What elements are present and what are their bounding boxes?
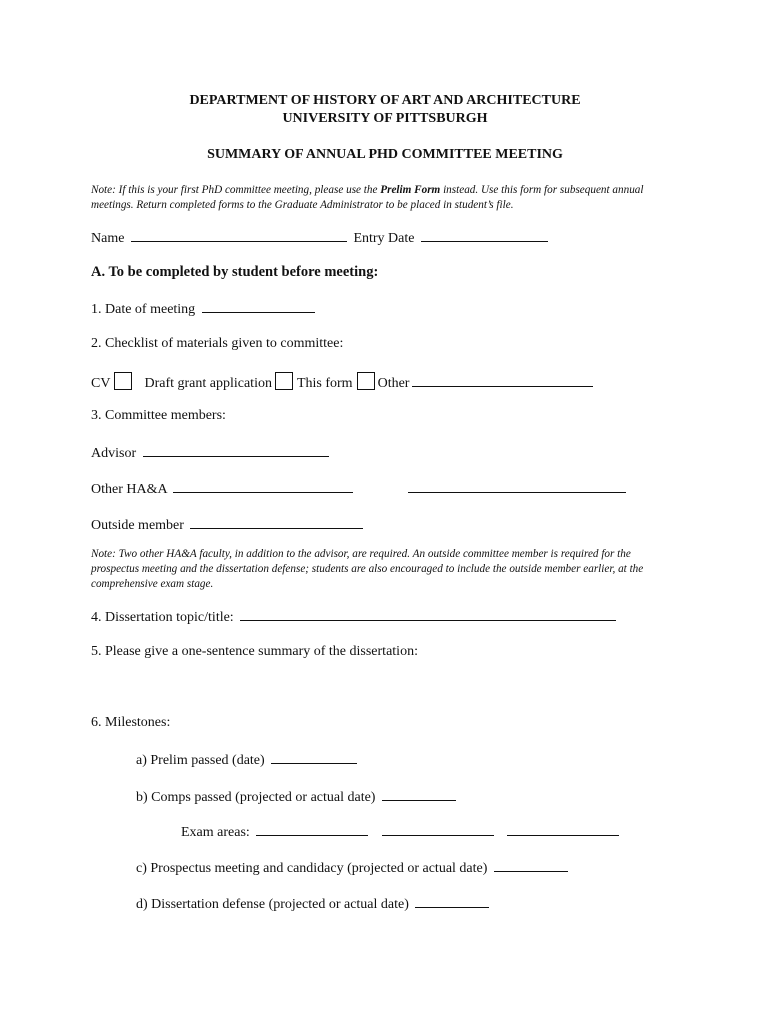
cv-label: CV [91,376,111,391]
defense-label: d) Dissertation defense (projected or actual date) [136,897,409,912]
exam-area-field-3[interactable] [507,823,619,836]
dissertation-topic-label: 4. Dissertation topic/title: [91,610,234,625]
other-haa-row [91,480,353,498]
advisor-label: Advisor [91,446,137,461]
other-haa-second [408,480,626,498]
date-of-meeting-field[interactable] [202,300,315,313]
prospectus-date-field[interactable] [494,859,568,872]
exam-area-field-2[interactable] [382,823,494,836]
prelim-date-field[interactable] [271,751,357,764]
cv-checkbox[interactable] [114,372,132,390]
outside-member-label: Outside member [91,518,184,533]
name-field[interactable] [131,229,347,242]
other-haa-field-1[interactable] [173,480,353,493]
prospectus-label: c) Prospectus meeting and candidacy (projected or actual date) [136,861,488,876]
other-materials-field[interactable] [412,374,593,387]
outside-member-row [91,516,363,534]
dissertation-summary-label: 5. Please give a one-sentence summary of the dissertation: [91,644,418,659]
checklist-row [91,372,593,392]
this-form-label: This form [296,376,353,391]
dissertation-topic-field[interactable] [240,608,616,621]
prelim-row [136,751,357,769]
dissertation-summary-area[interactable] [91,664,631,708]
milestones-label: 6. Milestones: [91,715,171,730]
comps-date-field[interactable] [382,788,456,801]
exam-areas-label: Exam areas: [181,825,250,840]
department-heading: DEPARTMENT OF HISTORY OF ART AND ARCHITECTURE [189,93,581,108]
this-form-checkbox[interactable] [357,372,375,390]
prospectus-row [136,859,568,877]
entry-date-label: Entry Date [353,231,415,246]
committee-members-label: 3. Committee members: [91,408,226,423]
defense-row [136,895,489,913]
date-of-meeting-row [91,300,315,318]
comps-label: b) Comps passed (projected or actual date) [136,790,376,805]
exam-areas-row [181,823,619,841]
section-a-heading: A. To be completed by student before meeting: [91,264,379,280]
note-committee-requirements: Note: Two other HA&A faculty, in addition to the advisor, are required. An outside committee member is required for the prospectus meeting and the dissertation defense; students are also encouraged to include the outside member earlier, at the comprehensive exam stage. [91,548,644,590]
name-row [91,229,548,247]
entry-date-field[interactable] [421,229,548,242]
other-label: Other [377,376,410,391]
draft-grant-checkbox[interactable] [275,372,293,390]
outside-member-field[interactable] [190,516,363,529]
name-label: Name [91,231,125,246]
other-haa-field-2[interactable] [408,480,626,493]
exam-area-field-1[interactable] [256,823,368,836]
draft-grant-label: Draft grant application [144,376,272,391]
dissertation-topic-row [91,608,616,626]
note-first-meeting: Note: If this is your first PhD committee meeting, please use the Prelim Form instead. Use this form for subsequent annual meetings. Return completed forms to the Graduate Administrator to be placed in student’s file. [91,184,644,211]
checklist-label: 2. Checklist of materials given to committee: [91,336,344,351]
form-title: SUMMARY OF ANNUAL PHD COMMITTEE MEETING [207,147,563,162]
other-haa-label: Other HA&A [91,482,167,497]
prelim-form-reference: Prelim Form [380,184,441,196]
date-of-meeting-label: 1. Date of meeting [91,302,196,317]
advisor-row [91,444,329,462]
prelim-label: a) Prelim passed (date) [136,753,265,768]
university-heading: UNIVERSITY OF PITTSBURGH [282,111,488,126]
defense-date-field[interactable] [415,895,489,908]
advisor-field[interactable] [143,444,329,457]
comps-row [136,788,456,806]
